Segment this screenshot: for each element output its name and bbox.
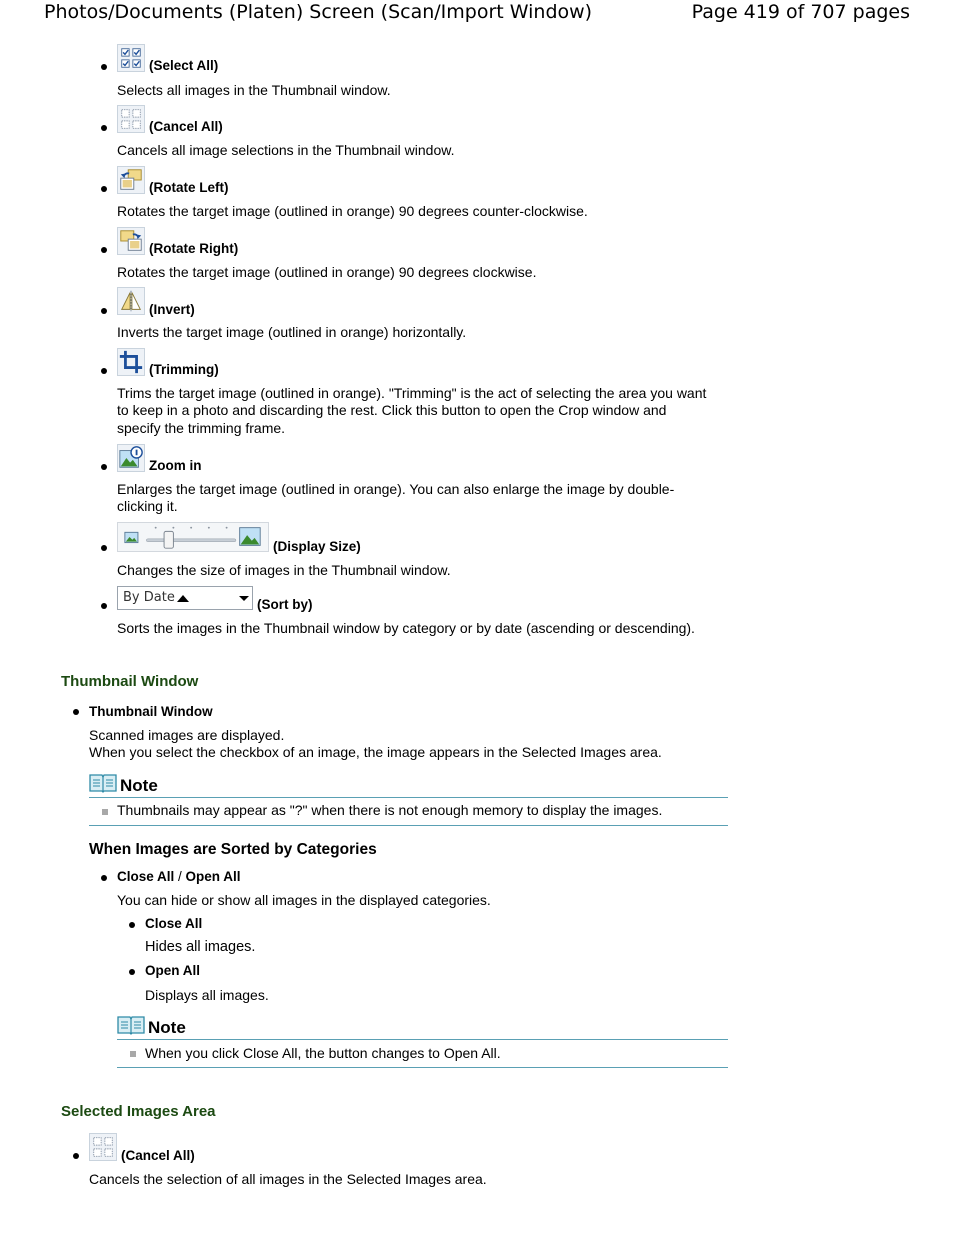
sort-by-label: (Sort by): [257, 597, 313, 612]
note-bottom-rule: [89, 825, 728, 826]
sort-by-dropdown: [117, 586, 253, 610]
invert-icon: [117, 287, 145, 315]
display-size-description: Changes the size of images in the Thumbnail window.: [117, 562, 451, 578]
open-all-label: Open All: [145, 963, 201, 978]
bullet: [101, 875, 107, 881]
bullet: [101, 464, 107, 470]
chevron-down-icon: [238, 595, 250, 603]
bullet: [101, 247, 107, 253]
note-bottom-rule: [117, 1067, 728, 1068]
bullet: [101, 308, 107, 314]
select-all-description: Selects all images in the Thumbnail window.: [117, 82, 391, 98]
trimming-description-line-1: Trims the target image (outlined in orange). "Trimming" is the act of selecting the area you want: [117, 385, 707, 401]
rotate-left-icon: [117, 166, 145, 194]
trimming-label: (Trimming): [149, 362, 219, 377]
slider-thumb: [164, 531, 173, 548]
selected-images-area-heading: Selected Images Area: [61, 1103, 216, 1120]
note-book-icon: [117, 1015, 145, 1035]
display-size-label: (Display Size): [273, 539, 361, 554]
zoom-in-description-line-2: clicking it.: [117, 498, 178, 514]
select-all-label: (Select All): [149, 58, 219, 73]
thumbnail-window-heading: Thumbnail Window: [61, 673, 199, 690]
close-all-description: Hides all images.: [145, 939, 256, 955]
select-all-icon: [117, 44, 145, 72]
bullet: [101, 186, 107, 192]
cancel-all-description: Cancels all image selections in the Thumbnail window.: [117, 142, 455, 158]
bullet: [129, 922, 135, 928]
open-all-description: Displays all images.: [145, 987, 269, 1003]
cancel-all-icon: [89, 1133, 117, 1161]
bullet: [73, 709, 79, 715]
note-title: Note: [120, 776, 158, 795]
zoom-in-icon: [117, 444, 145, 472]
sorted-by-categories-heading: When Images are Sorted by Categories: [89, 841, 377, 858]
bullet: [73, 1153, 79, 1159]
cancel-all-label: (Cancel All): [149, 119, 223, 134]
rotate-left-description: Rotates the target image (outlined in orange) 90 degrees counter-clockwise.: [117, 203, 588, 219]
bullet: [101, 545, 107, 551]
bullet: [101, 603, 107, 609]
close-open-all-label: Close All / Open All: [117, 869, 241, 884]
note-title: Note: [148, 1018, 186, 1037]
rotate-left-label: (Rotate Left): [149, 180, 229, 195]
display-size-slider: [117, 522, 269, 552]
thumbnail-window-desc-line-2: When you select the checkbox of an image, the image appears in the Selected Images area.: [89, 744, 662, 760]
bullet: [101, 125, 107, 131]
rotate-right-label: (Rotate Right): [149, 241, 239, 256]
note-book-icon: [89, 773, 117, 793]
note-text: When you click Close All, the button changes to Open All.: [145, 1045, 501, 1061]
bullet: [129, 969, 135, 975]
note-bullet: [130, 1051, 136, 1057]
sort-by-value: By Date: [123, 590, 175, 605]
zoom-in-label: Zoom in: [149, 458, 202, 473]
bullet: [101, 64, 107, 70]
rotate-right-icon: [117, 227, 145, 255]
ascending-arrow-icon: [176, 593, 190, 603]
note-top-rule: [89, 797, 728, 798]
close-open-all-description: You can hide or show all images in the displayed categories.: [117, 892, 491, 908]
selected-cancel-all-label: (Cancel All): [121, 1148, 195, 1163]
trimming-description-line-3: specify the trimming frame.: [117, 420, 286, 436]
thumbnail-window-label: Thumbnail Window: [89, 704, 213, 719]
sort-by-description: Sorts the images in the Thumbnail window by category or by date (ascending or descending).: [117, 620, 695, 636]
zoom-in-description-line-1: Enlarges the target image (outlined in orange). You can also enlarge the image by double-: [117, 481, 675, 497]
invert-description: Inverts the target image (outlined in orange) horizontally.: [117, 324, 467, 340]
thumbnail-window-desc-line-1: Scanned images are displayed.: [89, 727, 285, 743]
note-bullet: [102, 809, 108, 815]
page-number: Page 419 of 707 pages: [691, 1, 910, 23]
page-header-title: Photos/Documents (Platen) Screen (Scan/Import Window): [44, 1, 593, 23]
rotate-right-description: Rotates the target image (outlined in orange) 90 degrees clockwise.: [117, 264, 537, 280]
close-all-label: Close All: [145, 916, 203, 931]
note-text: Thumbnails may appear as "?" when there is not enough memory to display the images.: [117, 802, 663, 818]
trimming-description-line-2: to keep in a photo and discarding the rest. Click this button to open the Crop window and: [117, 402, 667, 418]
trimming-icon: [117, 348, 145, 376]
cancel-all-icon: [117, 105, 145, 133]
invert-label: (Invert): [149, 302, 195, 317]
selected-cancel-all-description: Cancels the selection of all images in the Selected Images area.: [89, 1171, 487, 1187]
note-top-rule: [117, 1039, 728, 1040]
bullet: [101, 368, 107, 374]
